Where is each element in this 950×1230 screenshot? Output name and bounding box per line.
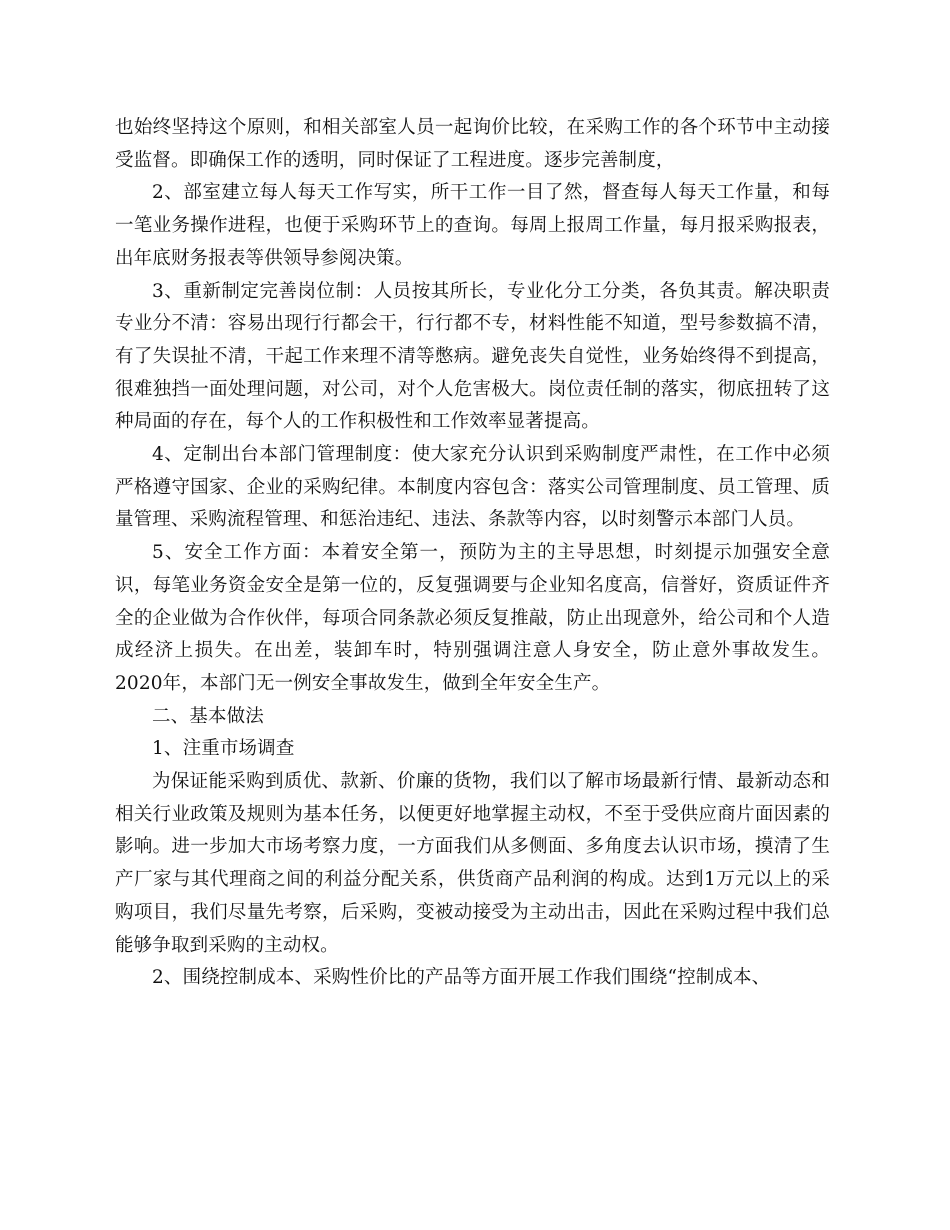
paragraph-work-record: 2、部室建立每人每天工作写实，所干工作一目了然，督查每人每天工作量，和每一笔业务操作进程，也便于采购环节上的查询。每周上报周工作量，每月报采购报表，出年底财务报表等供领导参阅决策。 xyxy=(115,182,830,269)
paragraph-cost-control: 2、围绕控制成本、采购性价比的产品等方面开展工作我们围绕“控制成本、 xyxy=(152,967,771,989)
paragraph-safety: 5、安全工作方面：本着安全第一，预防为主的主导思想，时刻提示加强安全意识，每笔业务资金安全是第一位的，反复强调要与企业知名度高，信誉好，资质证件齐全的企业做为合作伙伴，每项合同条款必须反复推敲，防止出现意外，给公司和个人造成经济上损失。在出差，装卸车时，特别强调注意人身安全，防止意外事故发生。2020年，本部门无一例安全事故发生，做到全年安全生产。 xyxy=(115,542,830,694)
document-page xyxy=(115,112,830,995)
paragraph-post-system: 3、重新制定完善岗位制：人员按其所长，专业化分工分类，各负其责。解决职责专业分不清：容易出现行行都会干，行行都不专，材料性能不知道，型号参数搞不清，有了失误扯不清，干起工作来理不清等憋病。避免丧失自觉性，业务始终得不到提高，很难独挡一面处理问题，对公司，对个人危害极大。岗位责任制的落实，彻底扭转了这种局面的存在，每个人的工作积极性和工作效率显著提高。 xyxy=(115,280,830,433)
paragraph-market-research: 为保证能采购到质优、款新、价廉的货物，我们以了解市场最新行情、最新动态和相关行业政策及规则为基本任务，以便更好地掌握主动权，不至于受供应商片面因素的影响。进一步加大市场考察力度，一方面我们从多侧面、多角度去认识市场，摸清了生产厂家与其代理商之间的利益分配关系，供货商产品利润的构成。达到1万元以上的采购项目，我们尽量先考察，后采购，变被动接受为主动出击，因此在采购过程中我们总能够争取到采购的主动权。 xyxy=(115,771,830,956)
paragraph-continuation: 也始终坚持这个原则，和相关部室人员一起询价比较，在采购工作的各个环节中主动接受监督。即确保工作的透明，同时保证了工程进度。逐步完善制度， xyxy=(115,117,830,171)
paragraph-management-rules: 4、定制出台本部门管理制度：使大家充分认识到采购制度严肃性，在工作中必须严格遵守国家、企业的采购纪律。本制度内容包含：落实公司管理制度、员工管理、质量管理、采购流程管理、和惩治违纪、违法、条款等内容，以时刻警示本部门人员。 xyxy=(115,444,830,531)
section-heading-basic-methods: 二、基本做法 xyxy=(152,705,264,727)
subheading-market-research: 1、注重市场调查 xyxy=(152,738,295,760)
